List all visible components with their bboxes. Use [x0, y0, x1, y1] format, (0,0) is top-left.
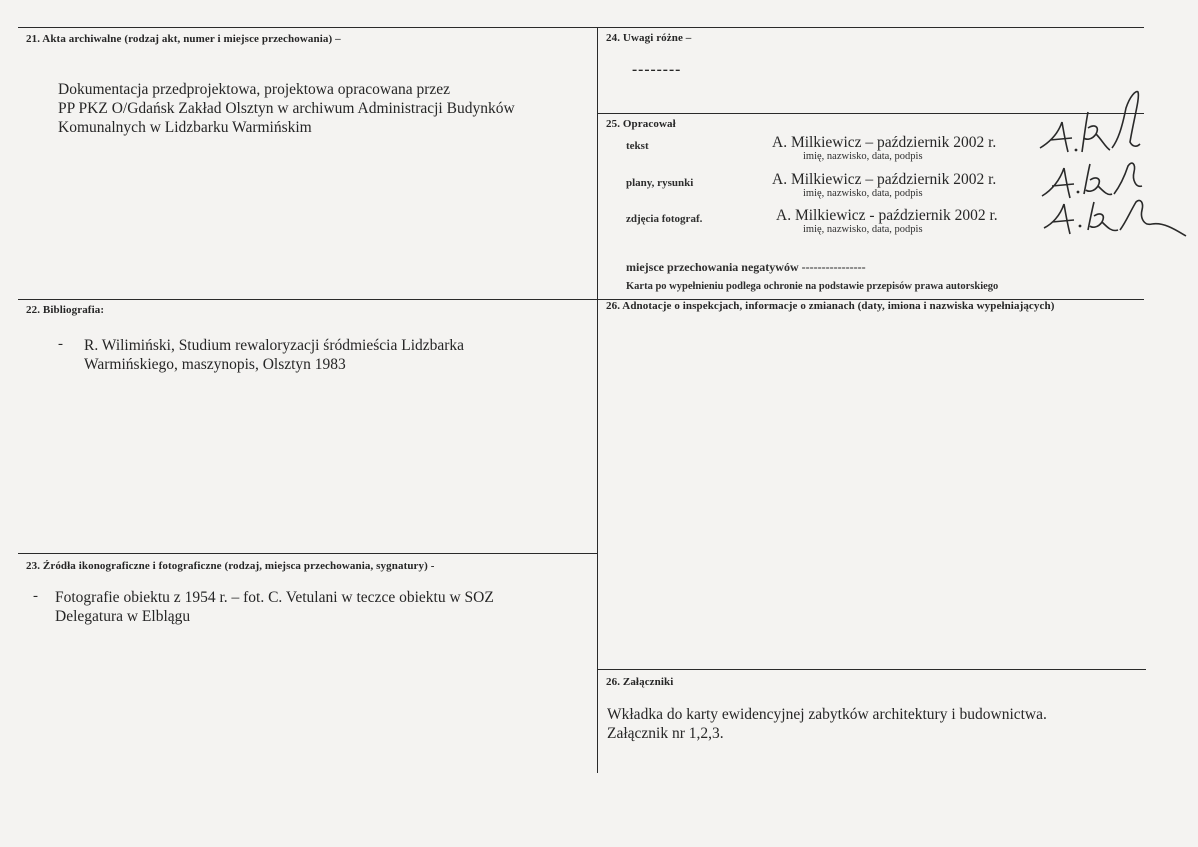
attachments-line: Wkładka do karty ewidencyjnej zabytków architektury i budownictwa. [607, 706, 1047, 723]
author-sublabel: imię, nazwisko, data, podpis [803, 188, 923, 199]
section-21-line: PP PKZ O/Gdańsk Zakład Olsztyn w archiwum Administracji Budynków [58, 100, 515, 117]
author-sublabel: imię, nazwisko, data, podpis [803, 224, 923, 235]
copyright-note: Karta po wypełnieniu podlega ochronie na podstawie przepisów prawa autorskiego [626, 281, 999, 292]
section-24-title: 24. Uwagi różne – [606, 32, 692, 44]
section-21-title: 21. Akta archiwalne (rodzaj akt, numer i miejsce przechowania) – [26, 33, 341, 45]
section-23-line: Delegatura w Elblągu [55, 608, 191, 625]
author-sublabel: imię, nazwisko, data, podpis [803, 151, 923, 162]
divider-26-attachments [597, 669, 1146, 670]
section-21-line: Dokumentacja przedprojektowa, projektowa opracowana przez [58, 81, 451, 98]
section-21-line: Komunalnych w Lidzbarku Warmińskim [58, 119, 312, 136]
center-divider [597, 27, 598, 773]
author-text: A. Milkiewicz – październik 2002 r. [772, 134, 997, 151]
handwritten-signature-3 [1040, 196, 1188, 238]
role-label-photos: zdjęcia fotograf. [626, 213, 703, 225]
role-label-plans: plany, rysunki [626, 177, 694, 189]
section-22-line: Warmińskiego, maszynopis, Olsztyn 1983 [84, 356, 346, 373]
attachments-line: Załącznik nr 1,2,3. [607, 725, 724, 742]
section-23-bullet: - [33, 588, 38, 604]
section-23-title: 23. Źródła ikonograficzne i fotograficzne (rodzaj, miejsca przechowania, sygnatury) - [26, 560, 435, 572]
section-23-line: Fotografie obiektu z 1954 r. – fot. C. Vetulani w teczce obiektu w SOZ [55, 589, 494, 606]
section-22-bullet: - [58, 336, 63, 352]
section-26-attachments-title: 26. Załączniki [606, 676, 674, 688]
negatives-storage: miejsce przechowania negatywów ---------------- [626, 260, 866, 274]
section-24-value: -------- [632, 61, 682, 78]
section-25-title: 25. Opracował [606, 118, 676, 130]
section-23-body [55, 588, 590, 626]
section-26-attachments-body [607, 705, 1147, 743]
author-plans: A. Milkiewicz – październik 2002 r. [772, 171, 997, 188]
section-22-body [84, 336, 584, 374]
section-22-line: R. Wilimiński, Studium rewaloryzacji śródmieścia Lidzbarka [84, 337, 465, 354]
role-label-text: tekst [626, 140, 649, 152]
author-photos: A. Milkiewicz - październik 2002 r. [776, 207, 998, 224]
section-21-body [58, 80, 588, 137]
section-26-annotations-title: 26. Adnotacje o inspekcjach, informacje o zmianach (daty, imiona i nazwiska wypełniających) [606, 300, 1055, 312]
divider-22-23 [18, 553, 597, 554]
section-22-title: 22. Bibliografia: [26, 304, 105, 316]
top-border [18, 27, 1144, 28]
